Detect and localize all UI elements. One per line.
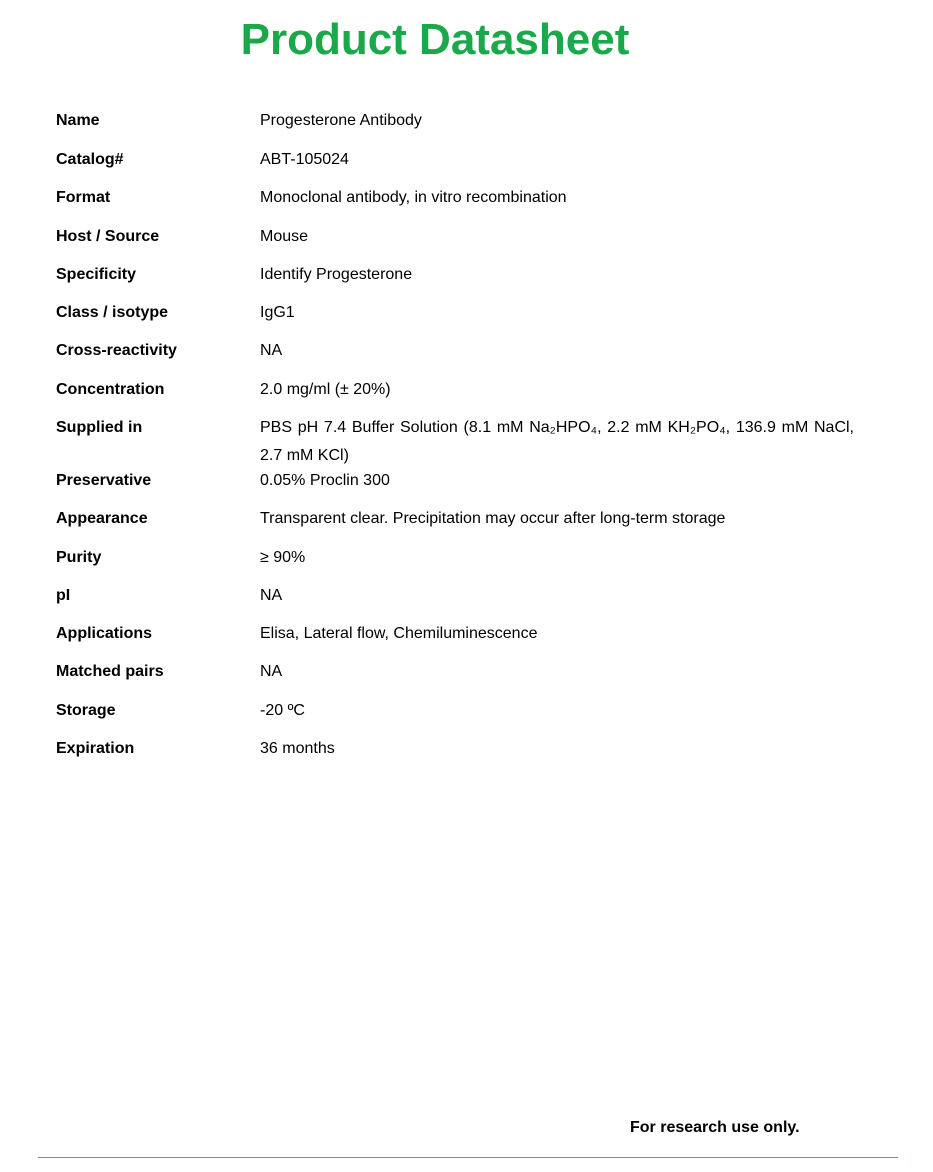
row-label: Class / isotype <box>56 304 169 321</box>
row-value: ≥ 90% <box>260 549 306 566</box>
row-label: Matched pairs <box>56 663 164 680</box>
row-label: Format <box>56 189 111 206</box>
research-use-note: For research use only. <box>630 1119 800 1136</box>
row-value: Mouse <box>260 228 309 245</box>
row-value: ABT-105024 <box>260 151 349 168</box>
row-value: -20 ºC <box>260 702 305 719</box>
row-label: Storage <box>56 702 116 719</box>
row-value: Monoclonal antibody, in vitro recombination <box>260 189 567 206</box>
row-label: Supplied in <box>56 419 143 436</box>
row-value: 36 months <box>260 740 335 757</box>
row-label: Name <box>56 112 100 129</box>
row-label: Specificity <box>56 266 137 283</box>
row-label: pI <box>56 587 71 604</box>
row-label: Cross-reactivity <box>56 342 177 359</box>
row-value: Elisa, Lateral flow, Chemiluminescence <box>260 625 538 642</box>
row-value: Progesterone Antibody <box>260 112 422 129</box>
row-value: IgG1 <box>260 304 295 321</box>
row-label: Expiration <box>56 740 135 757</box>
row-value: NA <box>260 663 283 680</box>
row-value: Identify Progesterone <box>260 266 413 283</box>
footer-divider <box>38 1157 898 1158</box>
row-label: Applications <box>56 625 153 642</box>
row-value: NA <box>260 587 283 604</box>
row-label: Concentration <box>56 381 165 398</box>
row-label: Appearance <box>56 510 148 527</box>
row-label: Catalog# <box>56 151 124 168</box>
row-label: Purity <box>56 549 102 566</box>
row-label: Preservative <box>56 472 152 489</box>
row-label: Host / Source <box>56 228 160 245</box>
row-value: 0.05% Proclin 300 <box>260 472 390 489</box>
row-value: NA <box>260 342 283 359</box>
page-title: Product Datasheet <box>240 15 630 64</box>
row-value: PBS pH 7.4 Buffer Solution (8.1 mM Na₂HPO₄, 2.2 mM KH₂PO₄, 136.9 mM NaCl, 2.7 mM KCl) <box>260 419 854 464</box>
row-value: Transparent clear. Precipitation may occur after long-term storage <box>260 510 726 527</box>
row-value: 2.0 mg/ml (± 20%) <box>260 381 391 398</box>
